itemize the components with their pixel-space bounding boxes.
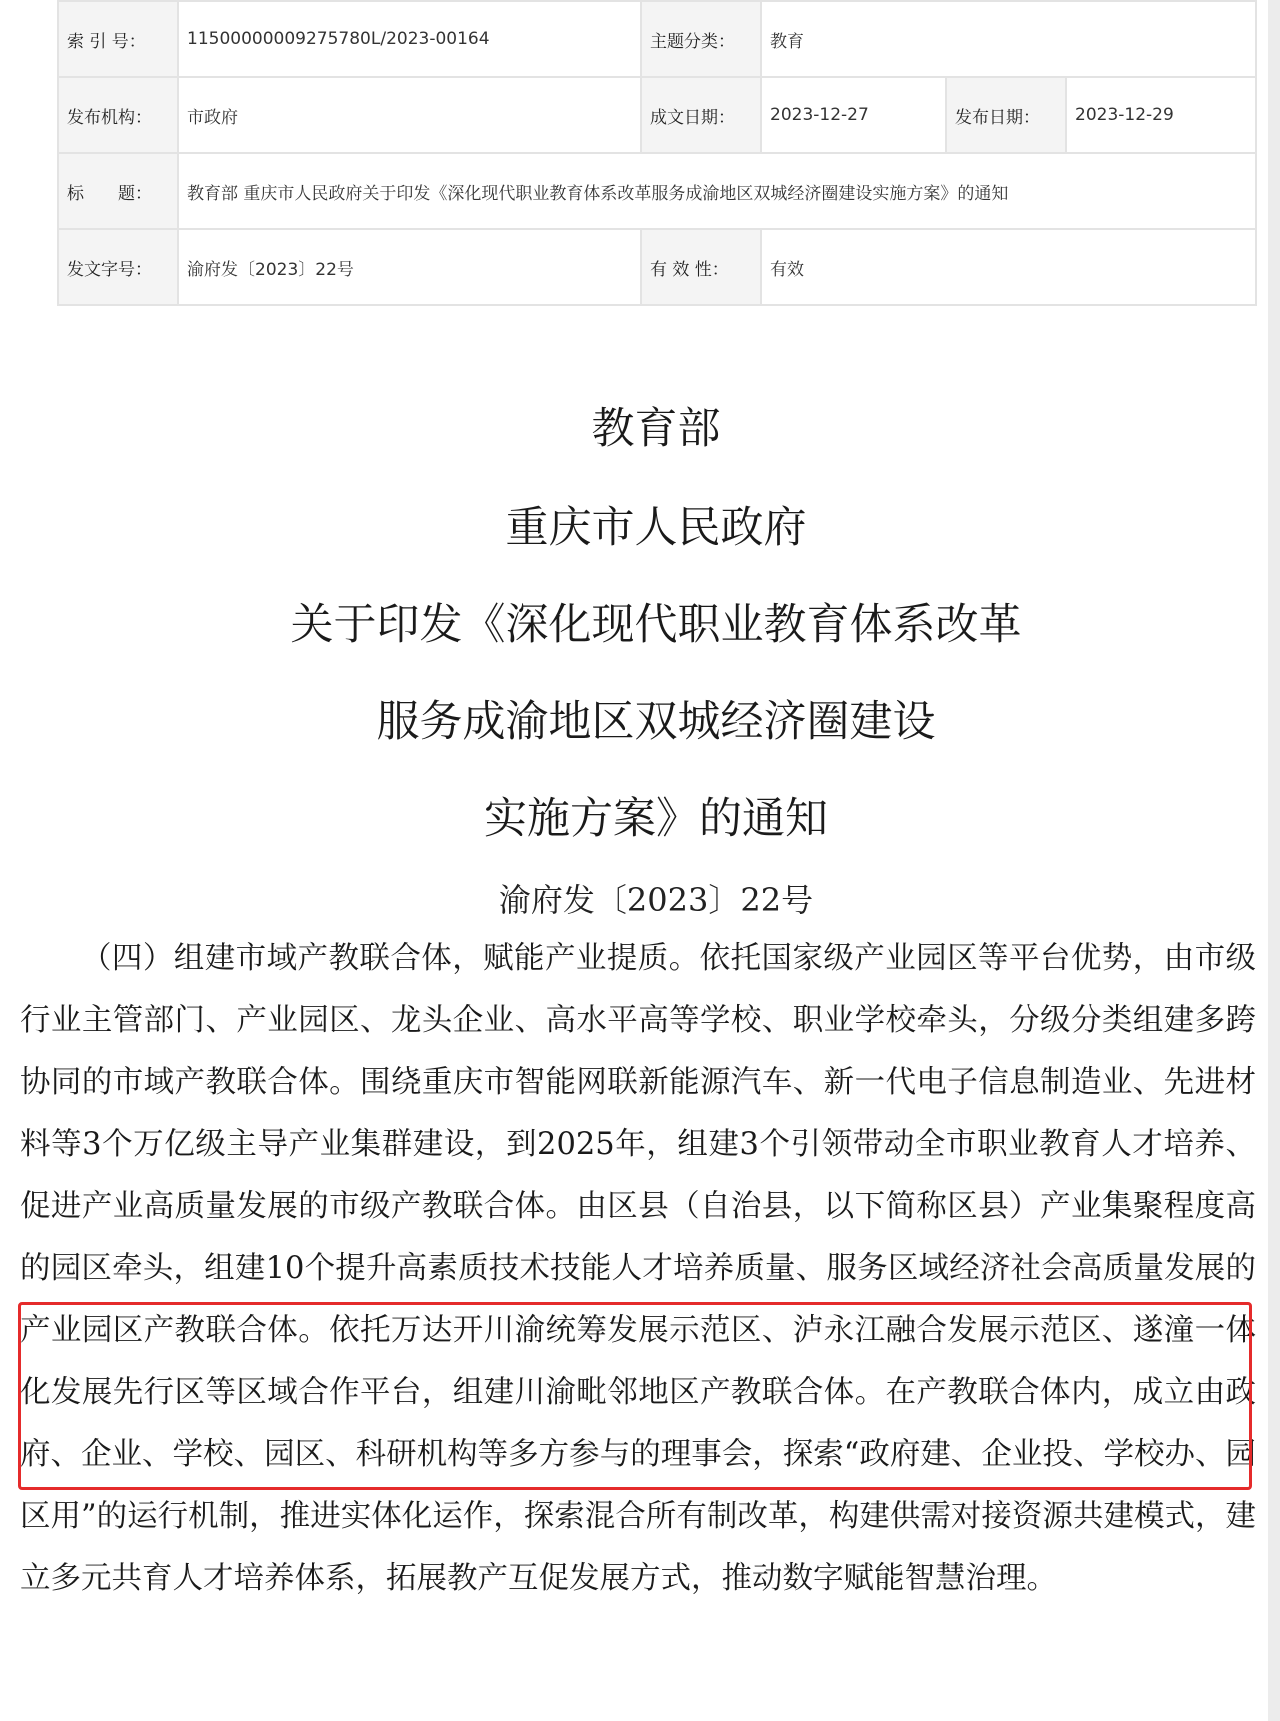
document-number: 渝府发〔2023〕22号 — [498, 881, 814, 919]
heading-line-3: 关于印发《深化现代职业教育体系改革 — [290, 600, 1022, 650]
topic-label: 主题分类： — [641, 1, 761, 77]
publish-date-value: 2023-12-29 — [1066, 77, 1256, 153]
meta-row-title — [58, 153, 1256, 229]
doc-number-label: 发文字号： — [58, 229, 178, 305]
doc-number-value: 渝府发〔2023〕22号 — [178, 229, 641, 305]
highlight-annotation-box — [18, 1302, 1252, 1490]
index-value: 11500000009275780L/2023-00164 — [178, 1, 641, 77]
meta-row-index — [58, 1, 1256, 77]
heading-line-2: 重庆市人民政府 — [505, 503, 807, 553]
validity-label: 有 效 性： — [641, 229, 761, 305]
heading-line-5: 实施方案》的通知 — [484, 794, 828, 844]
publisher-label: 发布机构： — [58, 77, 178, 153]
title-label: 标 题： — [58, 153, 178, 229]
body-paragraph: （四）组建市域产教联合体，赋能产业提质。依托国家级产业园区等平台优势，由市级行业主管部门、产业园区、龙头企业、高水平高等学校、职业学校牵头，分级分类组建多跨协同的市域产教联合体。围绕重庆市智能网联新能源汽车、新一代电子信息制造业、先进材料等3个万亿级主导产业集群建设，到2025年，组建3个引领带动全市职业教育人才培养、促进产业高质量发展的市级产教联合体。由区县（自治县，以下简称区县）产业集聚程度高的园区牵头，组建10个提升高素质技术技能人才培养质量、服务区域经济社会高质量发展的产业园区产教联合体。依托万达开川渝统筹发展示范区、泸永江融合发展示范区、遂潼一体化发展先行区等区域合作平台，组建川渝毗邻地区产教联合体。在产教联合体内，成立由政府、企业、学校、园区、科研机构等多方参与的理事会，探索“政府建、企业投、学校办、园区用”的运行机制，推进实体化运作，探索混合所有制改革，构建供需对接资源共建模式，建立多元共育人才培养体系，拓展教产互促发展方式，推动数字赋能智慧治理。 — [20, 941, 1256, 1596]
meta-row-doc-number — [58, 229, 1256, 305]
topic-value: 教育 — [761, 1, 1256, 77]
publish-date-label: 发布日期： — [946, 77, 1066, 153]
title-value: 教育部 重庆市人民政府关于印发《深化现代职业教育体系改革服务成渝地区双城经济圈建设实施方案》的通知 — [178, 153, 1256, 229]
written-date-value: 2023-12-27 — [761, 77, 946, 153]
validity-value: 有效 — [761, 229, 1256, 305]
meta-row-publisher — [58, 77, 1256, 153]
written-date-label: 成文日期： — [641, 77, 761, 153]
heading-line-4: 服务成渝地区双城经济圈建设 — [376, 697, 936, 747]
page-edge — [1268, 0, 1280, 1721]
publisher-value: 市政府 — [178, 77, 641, 153]
index-label: 索 引 号： — [58, 1, 178, 77]
heading-line-1: 教育部 — [591, 404, 721, 454]
document-metadata-table — [57, 0, 1257, 306]
